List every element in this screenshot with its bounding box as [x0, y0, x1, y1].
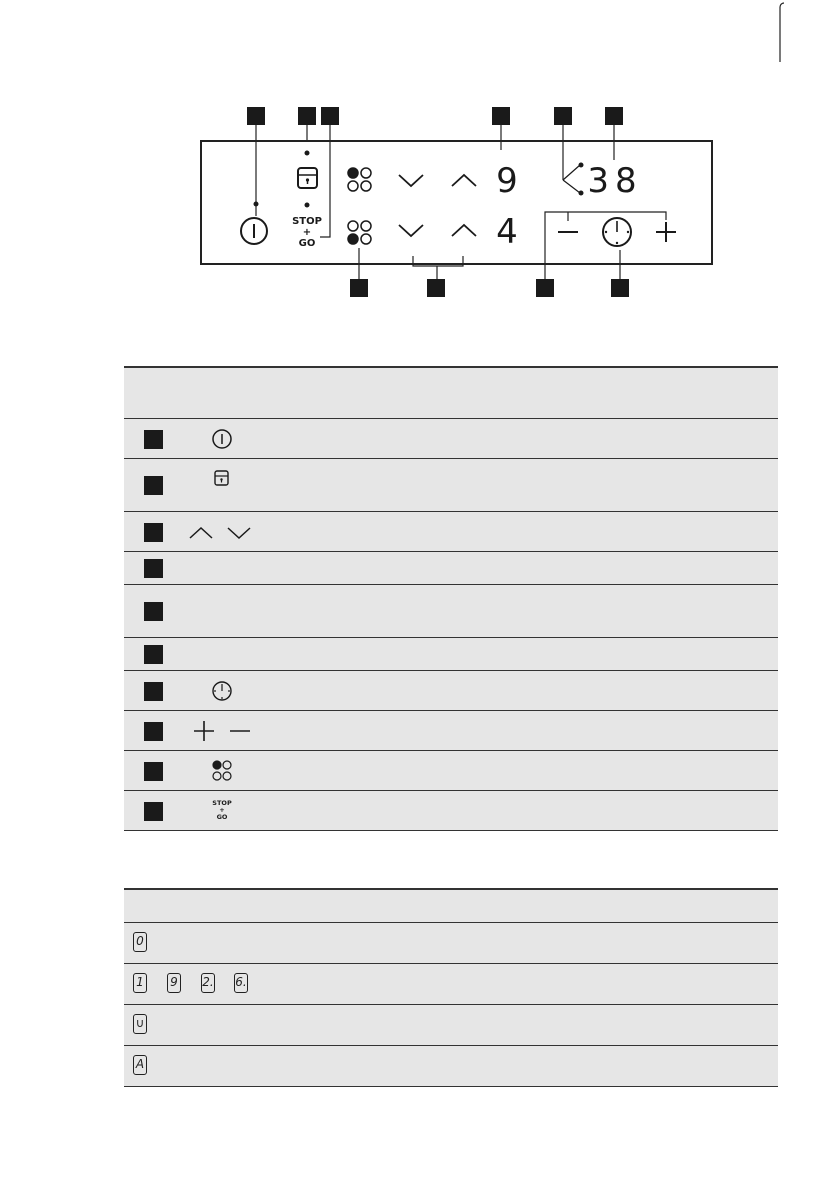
row-marker [144, 430, 163, 449]
power-level-display-bottom: 4 [496, 212, 518, 252]
stop-go-icon-line1: STOP [212, 799, 232, 807]
stop-go-line2: + [302, 227, 312, 238]
controls-row-9 [124, 751, 778, 791]
callout-marker-2 [298, 107, 316, 125]
stop-go-button[interactable] [292, 216, 322, 249]
display-table-header [124, 888, 778, 923]
stop-go-icon-line2: + [219, 806, 225, 814]
row-marker [144, 682, 163, 701]
up-arrow-bottom[interactable] [452, 225, 476, 236]
callout-marker-1 [247, 107, 265, 125]
timer-icon [210, 679, 234, 703]
display-row-4 [124, 1046, 778, 1087]
lock-icon [213, 469, 231, 487]
power-level-display-top: 9 [496, 161, 518, 201]
display-symbol: 0 [133, 932, 147, 952]
callout-marker-5 [554, 107, 572, 125]
row-marker [144, 476, 163, 495]
callout-marker-7 [611, 279, 629, 297]
rear-zone-icon[interactable] [348, 221, 371, 244]
up-arrow-top[interactable] [452, 175, 476, 186]
stop-go-icon-line3: GO [216, 813, 228, 821]
callout-marker-4 [492, 107, 510, 125]
controls-row-4 [124, 552, 778, 585]
plus-button[interactable] [656, 222, 676, 242]
stop-go-indicator-dot [305, 203, 310, 208]
row-marker [144, 523, 163, 542]
timer-button[interactable] [603, 218, 631, 246]
stop-go-icon [208, 797, 236, 825]
display-symbol: 2. [201, 973, 215, 993]
display-symbol: 6. [234, 973, 248, 993]
leader-lines [256, 125, 666, 279]
controls-table-header [124, 366, 778, 419]
display-symbol: ∪ [133, 1014, 147, 1034]
lock-indicator-dot [305, 151, 310, 156]
down-arrow-top[interactable] [399, 175, 423, 186]
display-symbol: 1 [133, 973, 147, 993]
power-button[interactable] [241, 218, 267, 244]
zone-icon [210, 759, 234, 783]
stop-go-line1: STOP [292, 216, 322, 227]
control-panel-svg [0, 0, 839, 330]
controls-row-7 [124, 671, 778, 711]
controls-table [124, 366, 778, 831]
control-panel-diagram [0, 0, 839, 330]
row-marker [144, 645, 163, 664]
display-row-1 [124, 923, 778, 964]
down-arrow-bottom[interactable] [399, 225, 423, 236]
row-marker [144, 602, 163, 621]
controls-row-5 [124, 585, 778, 638]
control-panel-outline [201, 141, 712, 264]
controls-row-1 [124, 419, 778, 459]
callout-marker-10 [427, 279, 445, 297]
display-symbol: A [133, 1055, 147, 1075]
stop-go-line3: GO [298, 238, 316, 249]
display-symbol: 9 [167, 973, 181, 993]
callout-marker-8 [536, 279, 554, 297]
timer-display: 38 [587, 161, 643, 201]
up-down-arrows-icon [188, 522, 258, 542]
callout-marker-6 [605, 107, 623, 125]
controls-row-2 [124, 459, 778, 512]
controls-row-8 [124, 711, 778, 751]
display-table [124, 888, 778, 1087]
callout-marker-3 [321, 107, 339, 125]
controls-row-6 [124, 638, 778, 671]
row-marker [144, 559, 163, 578]
controls-row-10 [124, 791, 778, 831]
plus-minus-icon [192, 720, 256, 742]
lock-button[interactable] [298, 168, 317, 188]
display-row-2 [124, 964, 778, 1005]
controls-row-3 [124, 512, 778, 552]
row-marker [144, 722, 163, 741]
callout-marker-9 [350, 279, 368, 297]
power-indicator-dot [254, 202, 259, 207]
row-marker [144, 802, 163, 821]
row-marker [144, 762, 163, 781]
power-icon [210, 427, 234, 451]
display-row-3 [124, 1005, 778, 1046]
front-zone-icon[interactable] [348, 168, 371, 191]
